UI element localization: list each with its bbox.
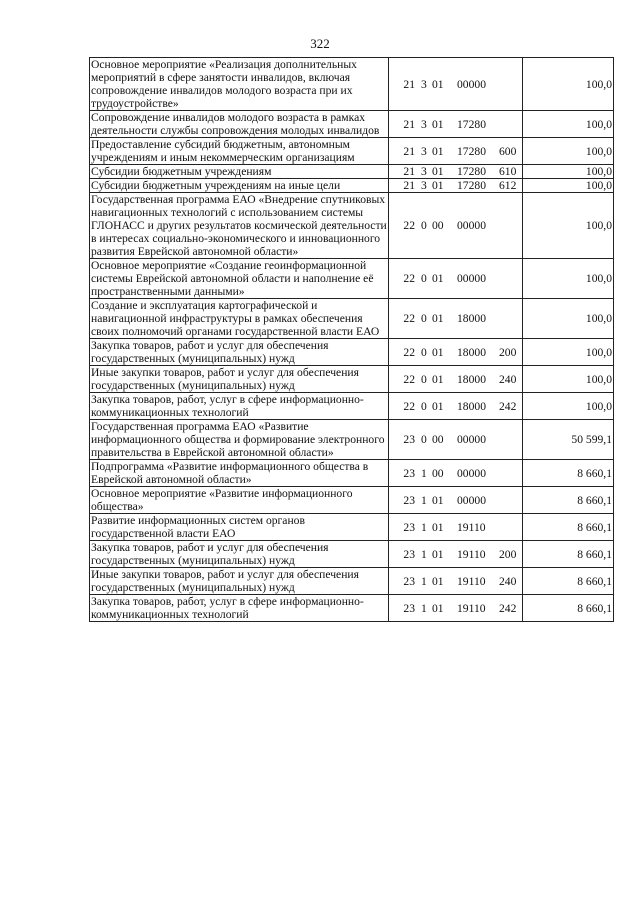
row-name: Развитие информационных систем органов государственной власти ЕАО <box>90 514 389 541</box>
program-code: 22 <box>403 399 415 413</box>
subprogram-code: 1 <box>421 520 427 534</box>
subprogram-code: 1 <box>421 547 427 561</box>
amount: 100,0 <box>523 179 614 193</box>
table-row <box>90 568 614 595</box>
program-code: 22 <box>403 219 415 232</box>
measure-code: 01 <box>432 345 444 359</box>
amount: 8 660,1 <box>523 487 614 514</box>
direction-code: 00000 <box>457 272 486 285</box>
amount: 8 660,1 <box>523 460 614 487</box>
expense-type-code: 240 <box>498 366 523 393</box>
expense-type-code: 200 <box>498 541 523 568</box>
table-row <box>90 393 614 420</box>
table-row <box>90 420 614 460</box>
expense-type-code: 600 <box>498 138 523 165</box>
expense-type-code: 242 <box>498 393 523 420</box>
direction-code: 00000 <box>457 466 486 480</box>
target-article-code <box>389 514 499 541</box>
measure-code: 01 <box>432 574 444 588</box>
amount: 100,0 <box>523 339 614 366</box>
row-name: Государственная программа ЕАО «Развитие информационного общества и формирование электронного правительства в Еврейской автономной области» <box>90 420 389 460</box>
program-code: 21 <box>403 179 415 192</box>
program-code: 22 <box>403 345 415 359</box>
direction-code: 19110 <box>457 601 486 615</box>
direction-code: 17280 <box>457 144 486 158</box>
program-code: 22 <box>403 372 415 386</box>
table-row <box>90 487 614 514</box>
direction-code: 00000 <box>457 77 486 91</box>
target-article-code <box>389 299 499 339</box>
subprogram-code: 0 <box>421 272 427 285</box>
measure-code: 01 <box>432 272 444 285</box>
program-code: 22 <box>403 272 415 285</box>
target-article-code <box>389 111 499 138</box>
measure-code: 01 <box>432 601 444 615</box>
expense-type-code: 200 <box>498 339 523 366</box>
amount: 8 660,1 <box>523 568 614 595</box>
target-article-code <box>389 568 499 595</box>
row-name: Основное мероприятие «Реализация дополнительных мероприятий в сфере занятости инвалидов, включая сопровождение инвалидов молодого возраста при их трудоустройстве» <box>90 58 389 111</box>
subprogram-code: 3 <box>421 77 427 91</box>
direction-code: 18000 <box>457 312 486 325</box>
program-code: 21 <box>403 165 415 178</box>
amount: 100,0 <box>523 366 614 393</box>
amount: 8 660,1 <box>523 595 614 622</box>
amount: 100,0 <box>523 165 614 179</box>
expense-type-code: 242 <box>498 595 523 622</box>
table-row <box>90 138 614 165</box>
page-number: 322 <box>310 36 330 51</box>
row-name: Иные закупки товаров, работ и услуг для обеспечения государственных (муниципальных) нужд <box>90 366 389 393</box>
subprogram-code: 0 <box>421 219 427 232</box>
amount: 100,0 <box>523 193 614 259</box>
table-row <box>90 111 614 138</box>
program-code: 21 <box>403 144 415 158</box>
measure-code: 01 <box>432 372 444 386</box>
row-name: Создание и эксплуатация картографической и навигационной инфраструктуры в рамках обеспечения своих полномочий органами государственной власти ЕАО <box>90 299 389 339</box>
target-article-code <box>389 138 499 165</box>
subprogram-code: 3 <box>421 117 427 131</box>
target-article-code <box>389 460 499 487</box>
expense-type-code: 610 <box>498 165 523 179</box>
measure-code: 00 <box>432 433 444 446</box>
direction-code: 19110 <box>457 574 486 588</box>
target-article-code <box>389 420 499 460</box>
measure-code: 01 <box>432 179 444 192</box>
subprogram-code: 3 <box>421 144 427 158</box>
program-code: 22 <box>403 312 415 325</box>
row-name: Субсидии бюджетным учреждениям <box>90 165 389 179</box>
direction-code: 18000 <box>457 345 486 359</box>
expense-type-code <box>498 460 523 487</box>
target-article-code <box>389 339 499 366</box>
row-name: Закупка товаров, работ и услуг для обеспечения государственных (муниципальных) нужд <box>90 541 389 568</box>
direction-code: 17280 <box>457 117 486 131</box>
direction-code: 18000 <box>457 372 486 386</box>
direction-code: 00000 <box>457 433 486 446</box>
measure-code: 01 <box>432 493 444 507</box>
subprogram-code: 3 <box>421 165 427 178</box>
direction-code: 17280 <box>457 165 486 178</box>
subprogram-code: 0 <box>421 345 427 359</box>
expense-type-code <box>498 259 523 299</box>
program-code: 23 <box>403 520 415 534</box>
target-article-code <box>389 366 499 393</box>
measure-code: 01 <box>432 144 444 158</box>
target-article-code <box>389 179 499 193</box>
direction-code: 00000 <box>457 219 486 232</box>
direction-code: 19110 <box>457 520 486 534</box>
budget-table <box>89 57 614 622</box>
target-article-code <box>389 58 499 111</box>
expense-type-code <box>498 487 523 514</box>
target-article-code <box>389 393 499 420</box>
direction-code: 19110 <box>457 547 486 561</box>
direction-code: 00000 <box>457 493 486 507</box>
expense-type-code <box>498 514 523 541</box>
subprogram-code: 1 <box>421 466 427 480</box>
measure-code: 01 <box>432 520 444 534</box>
program-code: 23 <box>403 493 415 507</box>
table-row <box>90 366 614 393</box>
row-name: Закупка товаров, работ, услуг в сфере информационно-коммуникационных технологий <box>90 393 389 420</box>
table-row <box>90 259 614 299</box>
row-name: Подпрограмма «Развитие информационного общества в Еврейской автономной области» <box>90 460 389 487</box>
expense-type-code <box>498 299 523 339</box>
table-row <box>90 339 614 366</box>
program-code: 21 <box>403 77 415 91</box>
row-name: Государственная программа ЕАО «Внедрение спутниковых навигационных технологий с использованием системы ГЛОНАСС и других результатов космической деятельности в интересах социально-экономического и инновационного развития Еврейской автономной области» <box>91 193 387 258</box>
expense-type-code <box>498 58 523 111</box>
expense-type-code <box>498 111 523 138</box>
table-row <box>90 165 614 179</box>
program-code: 23 <box>403 466 415 480</box>
direction-code: 17280 <box>457 179 486 192</box>
subprogram-code: 0 <box>421 399 427 413</box>
row-name: Иные закупки товаров, работ и услуг для обеспечения государственных (муниципальных) нужд <box>90 568 389 595</box>
table-row <box>90 595 614 622</box>
expense-type-code: 240 <box>498 568 523 595</box>
subprogram-code: 1 <box>421 601 427 615</box>
measure-code: 01 <box>432 117 444 131</box>
expense-type-code <box>498 420 523 460</box>
amount: 8 660,1 <box>523 514 614 541</box>
measure-code: 00 <box>432 219 444 232</box>
amount: 100,0 <box>523 138 614 165</box>
row-name: Закупка товаров, работ и услуг для обеспечения государственных (муниципальных) нужд <box>90 339 389 366</box>
subprogram-code: 3 <box>421 179 427 192</box>
table-row <box>90 299 614 339</box>
direction-code: 18000 <box>457 399 486 413</box>
table-row <box>90 514 614 541</box>
row-name: Закупка товаров, работ, услуг в сфере информационно-коммуникационных технологий <box>90 595 389 622</box>
target-article-code <box>389 595 499 622</box>
amount: 100,0 <box>523 259 614 299</box>
subprogram-code: 1 <box>421 574 427 588</box>
program-code: 23 <box>403 574 415 588</box>
amount: 100,0 <box>523 58 614 111</box>
row-name: Субсидии бюджетным учреждениям на иные цели <box>90 179 389 193</box>
measure-code: 01 <box>432 312 444 325</box>
table-row <box>90 179 614 193</box>
amount: 100,0 <box>523 111 614 138</box>
program-code: 23 <box>403 433 415 446</box>
measure-code: 01 <box>432 547 444 561</box>
program-code: 21 <box>403 117 415 131</box>
budget-table-body <box>90 58 614 622</box>
subprogram-code: 0 <box>421 312 427 325</box>
measure-code: 01 <box>432 399 444 413</box>
row-name: Основное мероприятие «Развитие информационного общества» <box>90 487 389 514</box>
amount: 100,0 <box>523 393 614 420</box>
table-row <box>90 460 614 487</box>
target-article-code <box>389 259 499 299</box>
target-article-code <box>389 165 499 179</box>
amount: 8 660,1 <box>523 541 614 568</box>
table-row <box>90 58 614 111</box>
amount: 50 599,1 <box>523 420 614 460</box>
row-name: Сопровождение инвалидов молодого возраста в рамках деятельности службы сопровождения молодых инвалидов <box>90 111 389 138</box>
measure-code: 00 <box>432 466 444 480</box>
expense-type-code <box>498 193 523 259</box>
target-article-code <box>389 541 499 568</box>
measure-code: 01 <box>432 165 444 178</box>
program-code: 23 <box>403 601 415 615</box>
subprogram-code: 0 <box>421 372 427 386</box>
subprogram-code: 0 <box>421 433 427 446</box>
amount: 100,0 <box>523 299 614 339</box>
row-name: Предоставление субсидий бюджетным, автономным учреждениям и иным некоммерческим организациям <box>90 138 389 165</box>
target-article-code <box>389 193 499 259</box>
subprogram-code: 1 <box>421 493 427 507</box>
expense-type-code: 612 <box>498 179 523 193</box>
program-code: 23 <box>403 547 415 561</box>
table-row <box>90 541 614 568</box>
row-name: Основное мероприятие «Создание геоинформационной системы Еврейской автономной области и наполнение её пространственными данными» <box>90 259 389 299</box>
target-article-code <box>389 487 499 514</box>
table-row <box>90 193 614 259</box>
measure-code: 01 <box>432 77 444 91</box>
